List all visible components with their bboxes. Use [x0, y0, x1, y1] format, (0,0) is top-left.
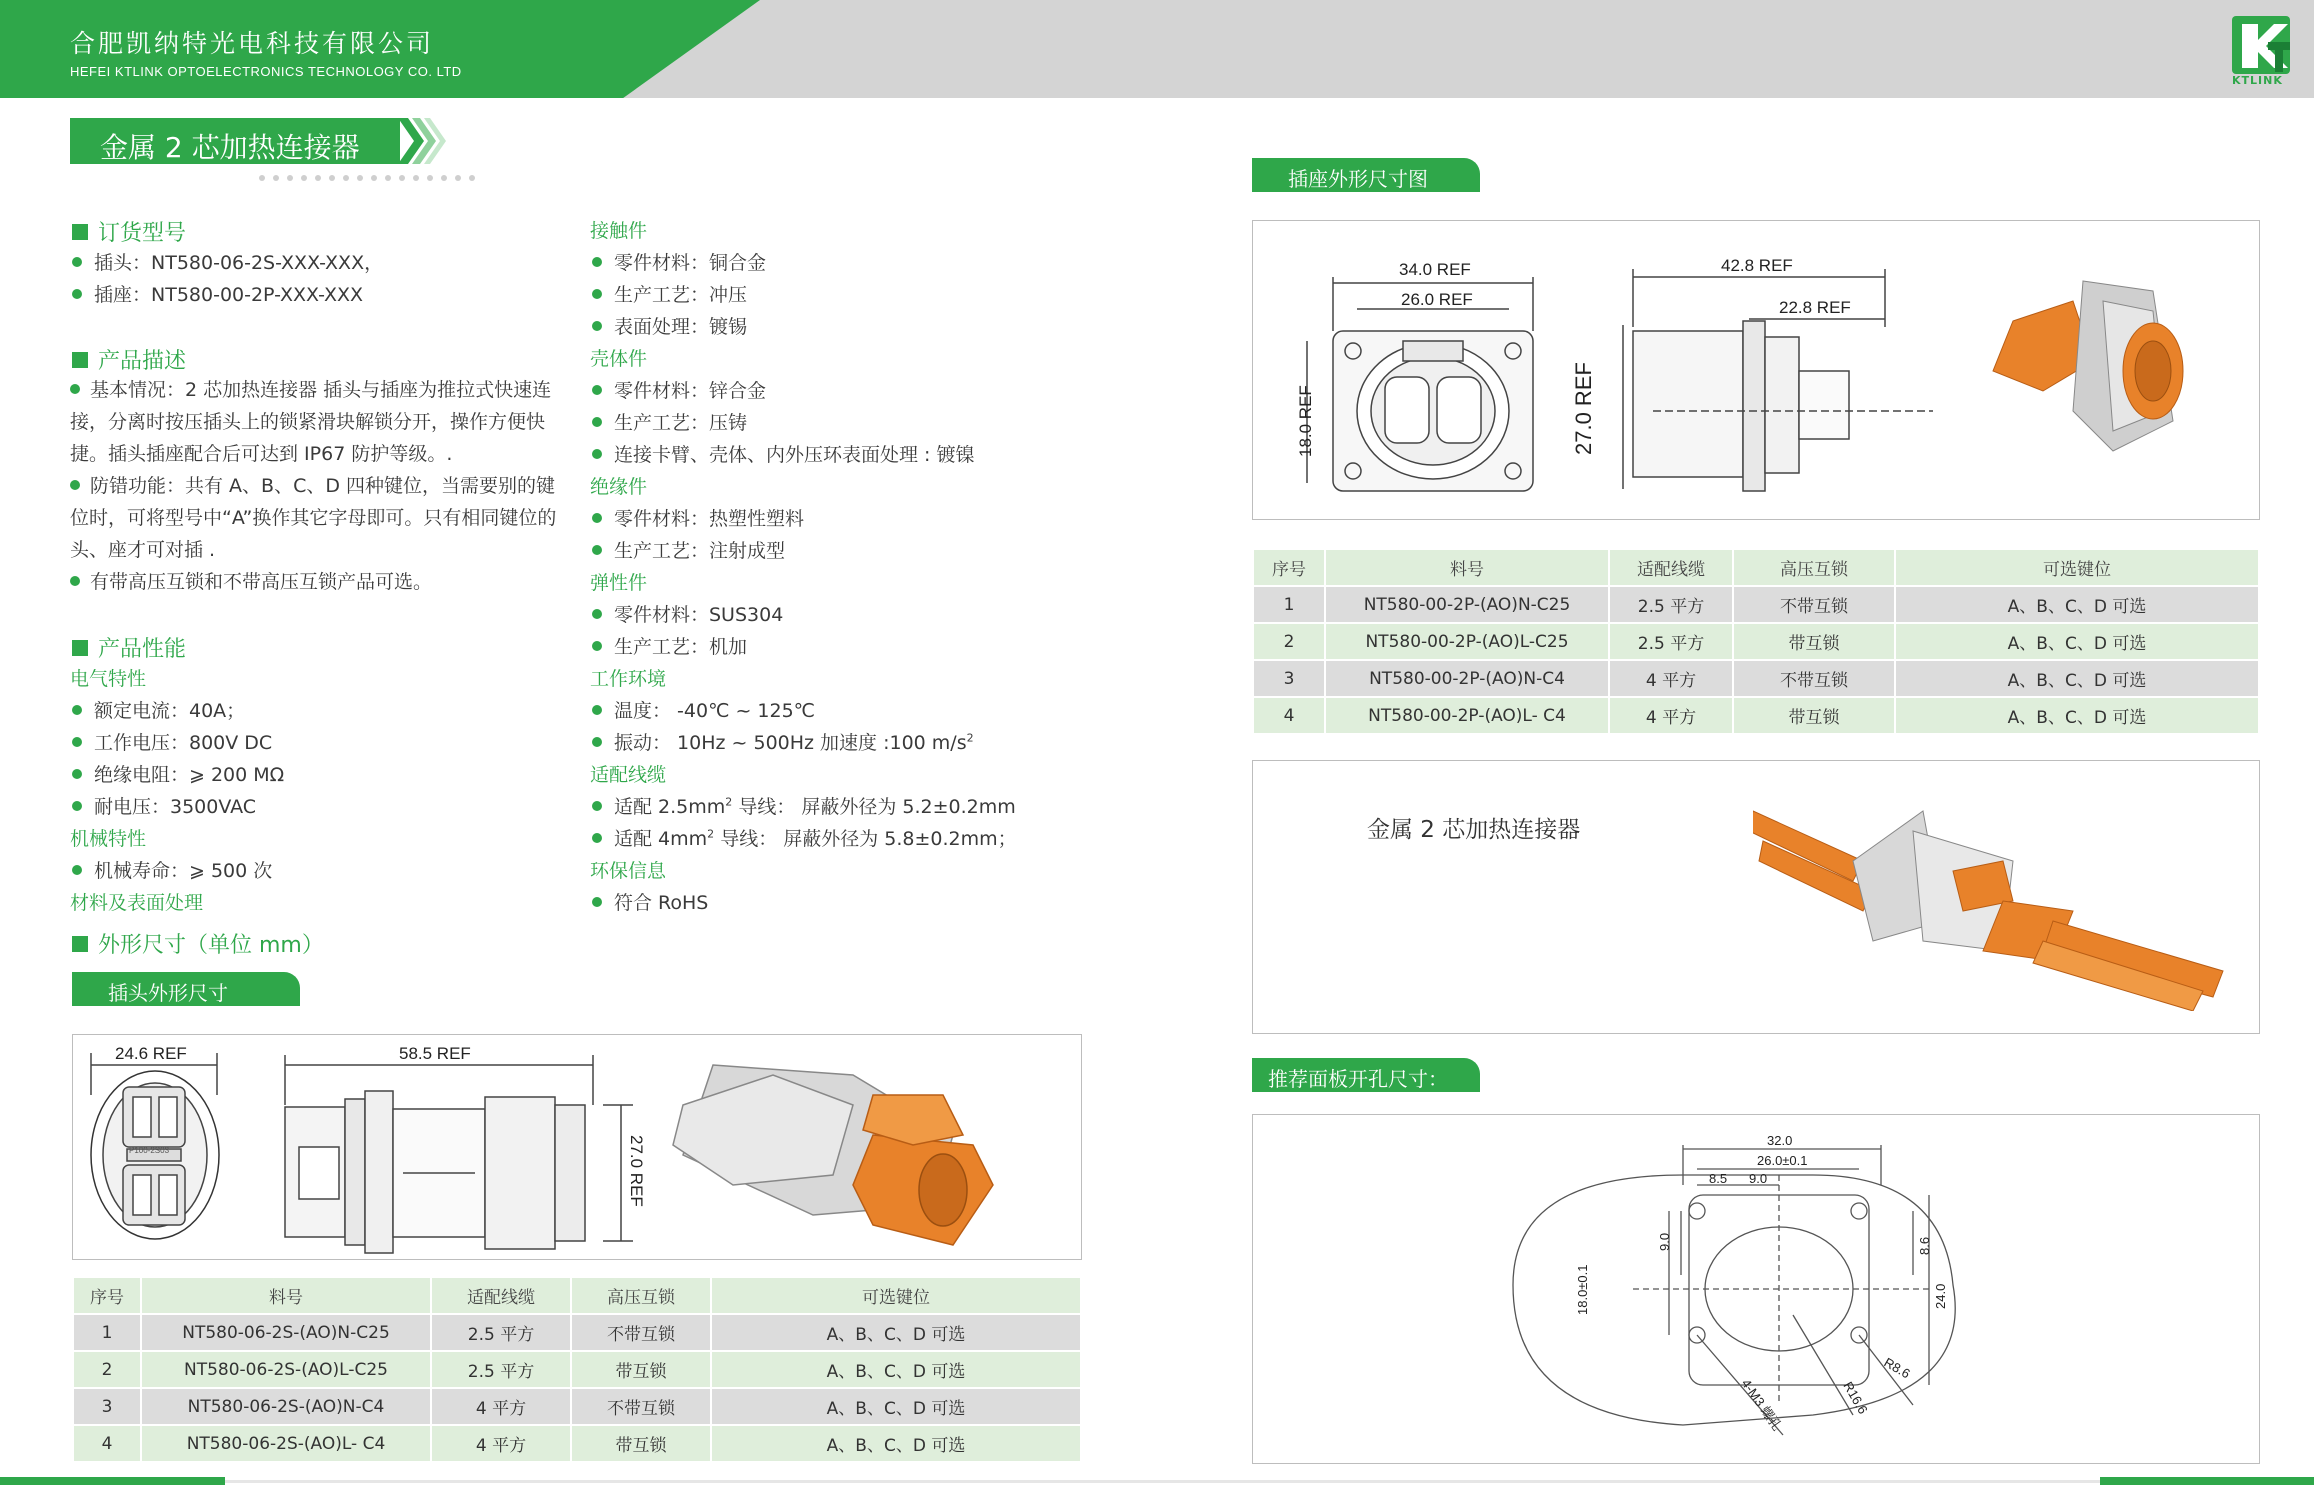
electrical-item: 额定电流：40A；: [72, 696, 245, 723]
col-header: 高压互锁: [1733, 549, 1895, 586]
cable-item: 适配 $2.5mm^2$ 导线： 屏蔽外径为 5.2±0.2mm: [592, 792, 1016, 819]
col-header: 序号: [1253, 549, 1325, 586]
table-row: 2 NT580-00-2P-(AO)L-C25 2.5 平方 带互锁 A、B、C、D 可选: [1253, 623, 2259, 660]
description-para-2: 防错功能：共有 A、B、C、D 四种键位，当需要别的键位时，可将型号中“A”换作其它字母即可。只有相同键位的头、座才可对插 .: [70, 475, 557, 561]
socket-dimensions-tab: 插座外形尺寸图: [1252, 158, 1480, 192]
table-header-row: [73, 1277, 1081, 1314]
dim-label: 32.0: [1767, 1133, 1793, 1148]
dim-label: 4-M3 螺孔: [1738, 1376, 1785, 1434]
contact-heading: 接触件: [590, 220, 648, 242]
dim-label: 8.6: [1917, 1236, 1932, 1255]
spring-item: 零件材料：SUS304: [592, 600, 783, 627]
dim-label: 27.0 REF: [1571, 362, 1596, 455]
socket-table: [1252, 548, 2260, 735]
performance-heading: 产品性能: [72, 632, 186, 663]
shell-item: 零件材料：锌合金: [592, 376, 766, 403]
dim-label: 26.0 REF: [1401, 290, 1473, 309]
table-header-row: [1253, 549, 2259, 586]
description-heading: 产品描述: [72, 344, 186, 375]
contact-item: 生产工艺：冲压: [592, 280, 747, 307]
environment-temperature: 温度： -40℃ ~ 125℃: [592, 696, 815, 723]
socket-drawing-panel: [1252, 220, 2260, 520]
shell-item: 连接卡臂、壳体、内外压环表面处理 : 镀镍: [592, 440, 974, 467]
dim-label: 34.0 REF: [1399, 260, 1471, 279]
dim-label: 22.8 REF: [1779, 298, 1851, 317]
title-banner: [70, 118, 400, 164]
plug-part-label: P100-2S03: [129, 1146, 170, 1155]
cable-item: 适配 $4mm^2$ 导线： 屏蔽外径为 5.8±0.2mm；: [592, 824, 1017, 851]
shell-item: 生产工艺：压铸: [592, 408, 747, 435]
footer-bar-right: [2100, 1477, 2314, 1485]
table-row: 2 NT580-06-2S-(AO)L-C25 2.5 平方 带互锁 A、B、C、D 可选: [73, 1351, 1081, 1388]
electrical-item: 耐电压：3500VAC: [72, 792, 256, 819]
col-header: 适配线缆: [431, 1277, 571, 1314]
col-header: 料号: [141, 1277, 431, 1314]
dim-label: 18.0±0.1: [1575, 1264, 1590, 1315]
electrical-item: 工作电压：800V DC: [72, 728, 272, 755]
electrical-item: 绝缘电阻：⩾ 200 MΩ: [72, 760, 284, 787]
dimensions-heading: 外形尺寸（单位 mm）: [72, 928, 324, 959]
environment-heading: 工作环境: [590, 668, 667, 690]
dim-label: 24.0: [1933, 1283, 1948, 1309]
description-para-3: 有带高压互锁和不带高压互锁产品可选。: [70, 566, 570, 598]
dim-label: 8.5: [1709, 1171, 1728, 1186]
contact-item: 零件材料：铜合金: [592, 248, 766, 275]
product-caption: 金属 2 芯加热连接器: [1367, 817, 1581, 843]
dim-label: 18.0 REF: [1296, 385, 1315, 457]
dim-label: 42.8 REF: [1721, 256, 1793, 275]
col-header: 序号: [73, 1277, 141, 1314]
order-heading: 订货型号: [72, 216, 186, 247]
col-header: 可选键位: [1895, 549, 2259, 586]
insulator-item: 零件材料：热塑性塑料: [592, 504, 804, 531]
mechanical-item: 机械寿命：⩾ 500 次: [72, 856, 272, 883]
dim-label: 27.0 REF: [627, 1135, 646, 1207]
plug-drawing-panel: [72, 1034, 1082, 1260]
environment-vibration: 振动： 10Hz ~ 500Hz 加速度 :100 $m/s^2$: [592, 728, 974, 755]
insulator-heading: 绝缘件: [590, 476, 648, 498]
plug-dimensions-tab: 插头外形尺寸: [72, 972, 300, 1006]
order-item-socket: 插座：NT580-00-2P-XXX-XXX: [72, 280, 363, 307]
order-item-plug: 插头：NT580-06-2S-XXX-XXX，: [72, 248, 383, 275]
col-header: 可选键位: [711, 1277, 1081, 1314]
col-header: 料号: [1325, 549, 1609, 586]
dim-label: R16.6: [1840, 1379, 1871, 1417]
footer-bar-left: [0, 1477, 225, 1485]
footer-divider: [225, 1480, 2100, 1483]
socket-drawing: [1253, 221, 2261, 521]
logo-text: KTLINK: [2232, 74, 2283, 87]
plug-table: [72, 1276, 1082, 1463]
material-heading: 材料及表面处理: [70, 892, 204, 914]
dim-label: R8.6: [1881, 1354, 1913, 1382]
table-row: 3 NT580-00-2P-(AO)N-C4 4 平方 不带互锁 A、B、C、D 可选: [1253, 660, 2259, 697]
dim-label: 24.6 REF: [115, 1044, 187, 1063]
spring-item: 生产工艺：机加: [592, 632, 747, 659]
electrical-heading: 电气特性: [70, 668, 147, 690]
mechanical-heading: 机械特性: [70, 828, 147, 850]
product-image-panel: [1252, 760, 2260, 1034]
panel-cutout-tab: 推荐面板开孔尺寸：: [1252, 1058, 1480, 1092]
dim-label: 9.0: [1657, 1232, 1672, 1251]
eco-heading: 环保信息: [590, 860, 667, 882]
spring-heading: 弹性件: [590, 572, 648, 594]
table-row: 4 NT580-06-2S-(AO)L- C4 4 平方 带互锁 A、B、C、D 可选: [73, 1425, 1081, 1462]
panel-cutout-panel: [1252, 1114, 2260, 1464]
dim-label: 26.0±0.1: [1757, 1153, 1808, 1168]
col-header: 高压互锁: [571, 1277, 711, 1314]
title-stripes: [398, 118, 446, 164]
table-row: 1 NT580-06-2S-(AO)N-C25 2.5 平方 不带互锁 A、B、C、D 可选: [73, 1314, 1081, 1351]
table-row: 1 NT580-00-2P-(AO)N-C25 2.5 平方 不带互锁 A、B、C、D 可选: [1253, 586, 2259, 623]
eco-item: 符合 RoHS: [592, 888, 708, 915]
table-row: 3 NT580-06-2S-(AO)N-C4 4 平方 不带互锁 A、B、C、D 可选: [73, 1388, 1081, 1425]
dim-label: 9.0: [1749, 1171, 1768, 1186]
page-title: 金属 2 芯加热连接器: [100, 131, 360, 164]
table-row: 4 NT580-00-2P-(AO)L- C4 4 平方 带互锁 A、B、C、D 可选: [1253, 697, 2259, 734]
insulator-item: 生产工艺：注射成型: [592, 536, 785, 563]
company-name-cn: 合肥凯纳特光电科技有限公司: [70, 29, 435, 58]
plug-drawing: [73, 1035, 1083, 1261]
panel-cutout-drawing: [1253, 1115, 2261, 1465]
company-name-en: HEFEI KTLINK OPTOELECTRONICS TECHNOLOGY CO. LTD: [70, 64, 462, 79]
product-photo: [1753, 791, 2233, 1011]
description-para-1: 基本情况：2 芯加热连接器 插头与插座为推拉式快速连接，分离时按压插头上的锁紧滑块解锁分开，操作方便快捷。插头插座配合后可达到 IP67 防护等级。.: [70, 379, 552, 465]
page-header: [0, 0, 2314, 98]
contact-item: 表面处理：镀锡: [592, 312, 747, 339]
col-header: 适配线缆: [1609, 549, 1733, 586]
dim-label: 58.5 REF: [399, 1044, 471, 1063]
cable-heading: 适配线缆: [590, 764, 667, 786]
shell-heading: 壳体件: [590, 348, 648, 370]
title-dots: [258, 174, 478, 182]
